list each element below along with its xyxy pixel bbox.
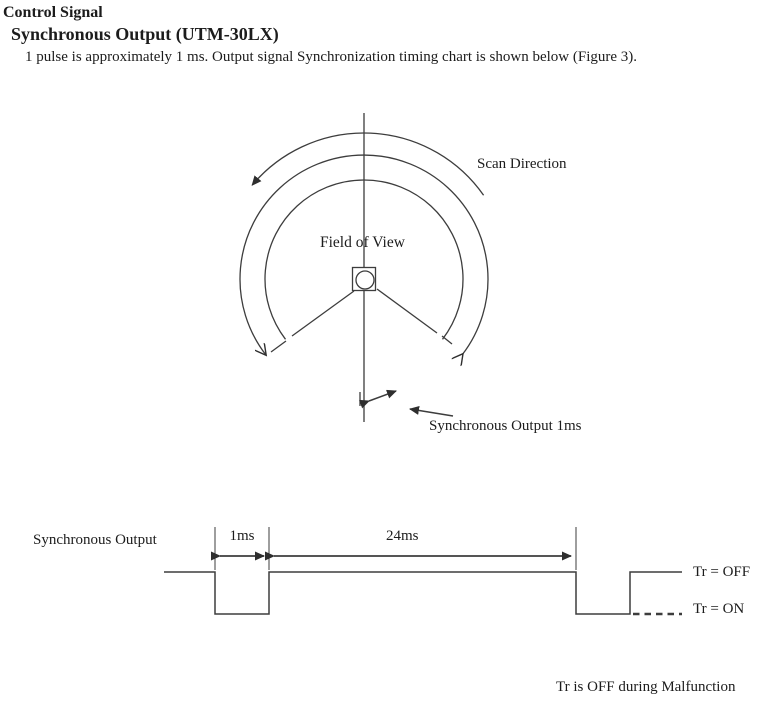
dead-zone-line-right-tip (442, 336, 452, 344)
dead-zone-line-left-tip (271, 341, 286, 352)
page-title: Control Signal (3, 4, 103, 21)
field-of-view-label: Field of View (320, 234, 405, 251)
scan-direction-arrow-icon (252, 133, 483, 195)
signal-label: Synchronous Output (33, 532, 157, 548)
fov-inner-arc (265, 180, 463, 339)
pulse-width-label: 1ms (229, 528, 255, 544)
sensor-icon (353, 268, 376, 291)
body-text: 1 pulse is approximately 1 ms. Output signal Synchronization timing chart is shown below (Figure 3). (25, 49, 638, 65)
interval-label: 24ms (386, 528, 419, 544)
callout-arrow-icon (410, 409, 453, 416)
pulse-width-arrow-icon (369, 391, 396, 401)
tr-on-label: Tr = ON (693, 601, 745, 617)
malfunction-note: Tr is OFF during Malfunction (556, 679, 736, 695)
sensor-lens-icon (356, 271, 374, 289)
sync-pulse-label: Synchronous Output 1ms (429, 418, 582, 434)
dead-zone-line-left (292, 291, 354, 336)
scan-direction-label: Scan Direction (477, 156, 567, 172)
fov-sweep-arc (240, 155, 488, 354)
tr-off-label: Tr = OFF (693, 564, 751, 580)
dead-zone-line-right (377, 289, 437, 333)
section-subtitle: Synchronous Output (UTM-30LX) (11, 24, 279, 44)
sync-output-waveform (164, 572, 682, 614)
